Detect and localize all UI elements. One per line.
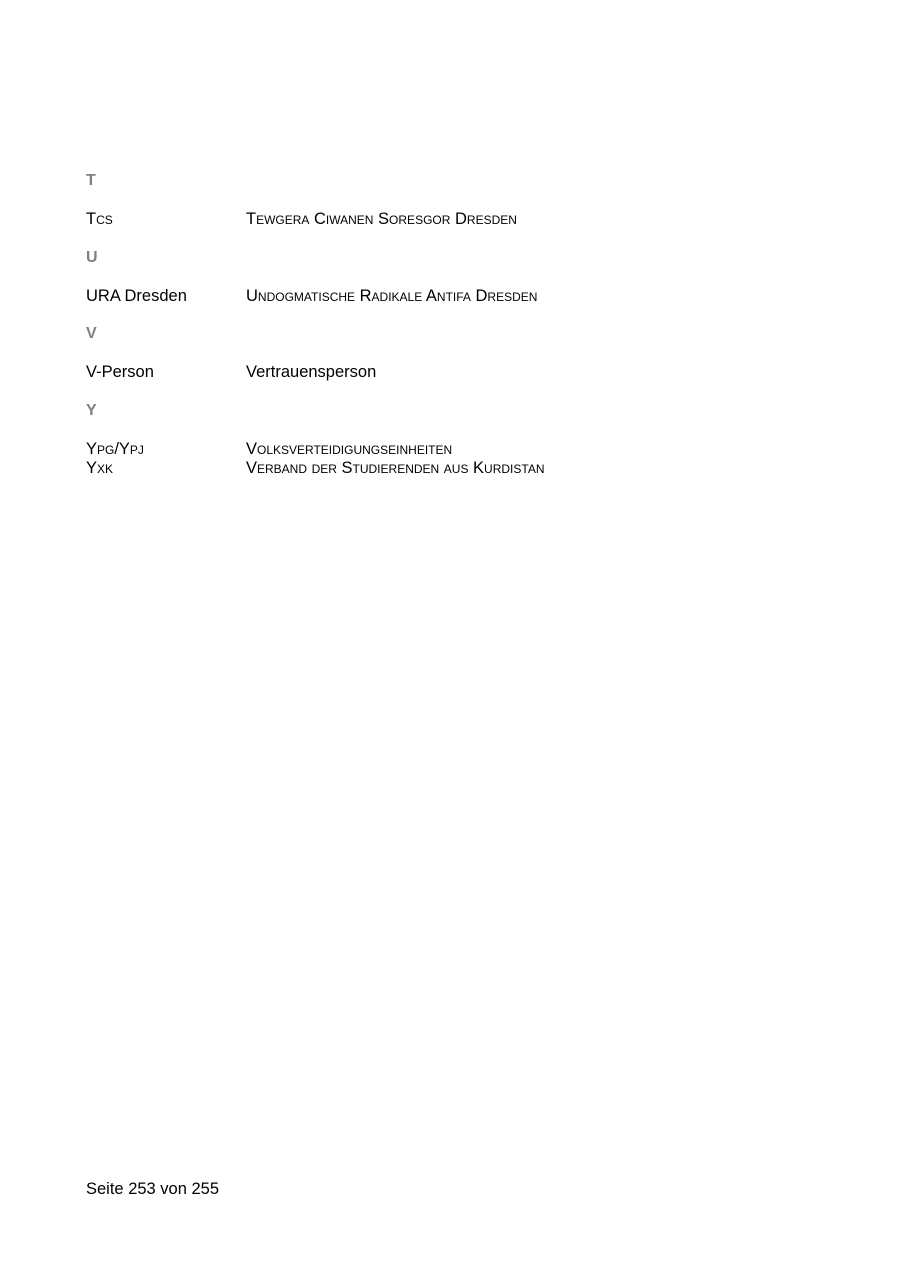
abbreviation: URA Dresden <box>86 287 187 305</box>
abbreviation: Tcs <box>86 210 113 228</box>
abbreviation-description: Verband der Studierenden aus Kurdistan <box>246 459 545 477</box>
abbreviation-description: Vertrauensperson <box>246 363 377 381</box>
abbreviation-description: Volksverteidigungseinheiten <box>246 440 453 458</box>
abbreviation-description: Undogmatische Radikale Antifa Dresden <box>246 287 538 305</box>
abbreviation-description: Tewgera Ciwanen Soresgor Dresden <box>246 210 517 228</box>
section-letter-u: U <box>86 249 98 266</box>
abbreviation: V-Person <box>86 363 154 381</box>
section-letter-v: V <box>86 325 97 342</box>
abbreviation: Ypg/Ypj <box>86 440 144 458</box>
section-letter-y: Y <box>86 402 97 419</box>
section-letter-t: T <box>86 172 96 189</box>
abbreviation: Yxk <box>86 459 114 477</box>
page-number: Seite 253 von 255 <box>86 1180 220 1198</box>
